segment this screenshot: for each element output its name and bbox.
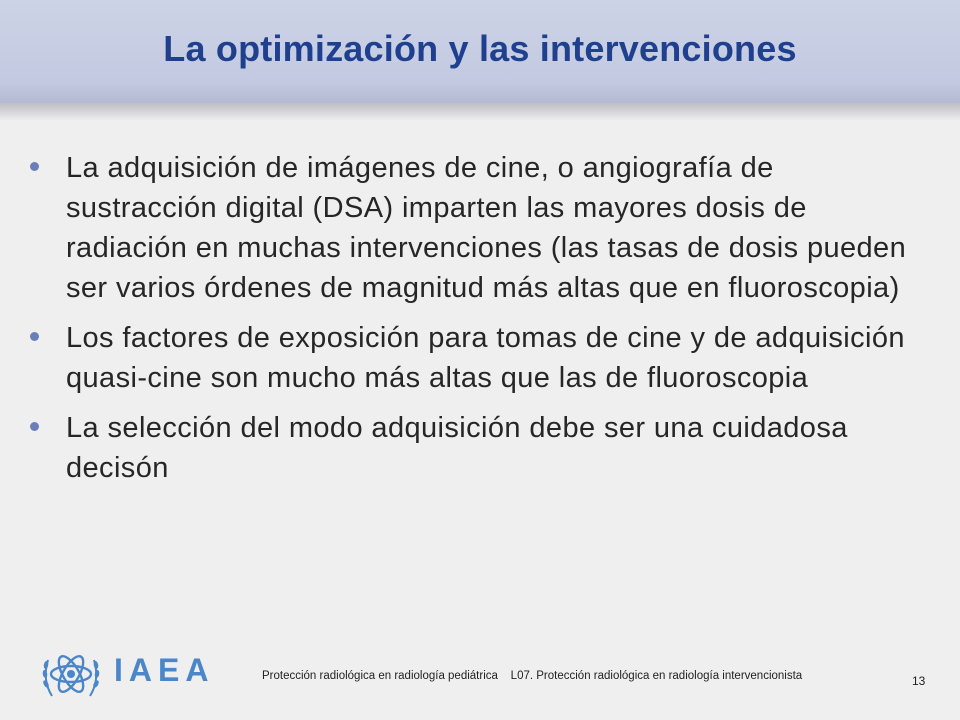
page-number: 13 — [912, 674, 926, 688]
bullet-item — [24, 408, 924, 488]
title-band — [0, 0, 960, 103]
iaea-logo — [38, 640, 228, 710]
bullet-text: Los factores de exposición para tomas de cine y de adquisición quasi-cine son mucho más altas que las de fluoroscopia — [66, 322, 905, 394]
bullet-dot-icon — [30, 162, 39, 171]
title-band-shadow — [0, 103, 960, 121]
bullet-text: La selección del modo adquisición debe ser una cuidadosa decisón — [66, 412, 848, 484]
iaea-emblem-icon — [38, 640, 104, 706]
bullet-item — [24, 318, 924, 398]
bullet-dot-icon — [30, 422, 39, 431]
logo-text: IAEA — [114, 652, 215, 688]
bullet-dot-icon — [30, 332, 39, 341]
footer-course-text: Protección radiológica en radiología pediátrica L07. Protección radiológica en radiología intervencionista — [262, 670, 803, 682]
bullet-item — [24, 148, 924, 308]
slide-title: La optimización y las intervenciones — [163, 28, 797, 69]
bullet-text: La adquisición de imágenes de cine, o angiografía de sustracción digital (DSA) imparten las mayores dosis de radiación en muchas intervenciones (las tasas de dosis pueden ser varios órdenes de magnitud más altas que en fluoroscopia) — [66, 152, 907, 304]
bullet-list — [24, 148, 924, 498]
